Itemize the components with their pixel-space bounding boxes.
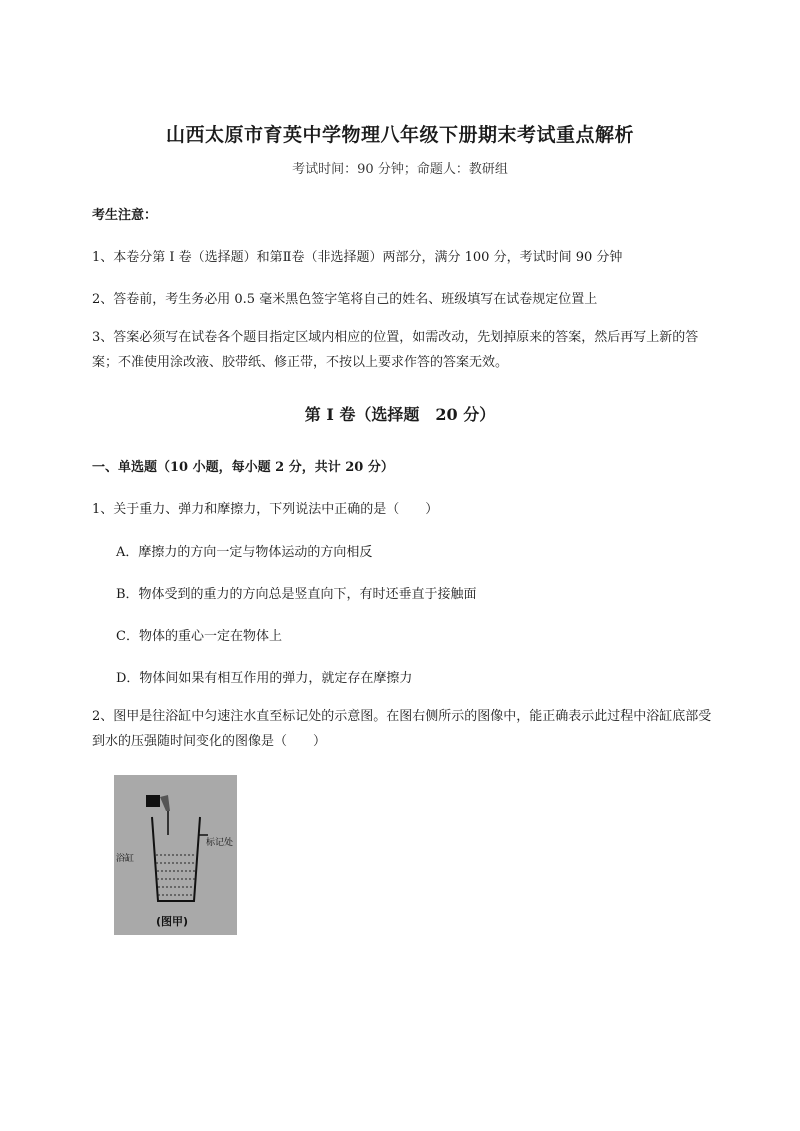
exam-subtitle: 考试时间：90 分钟；命题人：教研组 xyxy=(292,162,508,177)
water-pattern xyxy=(156,855,196,895)
faucet-icon xyxy=(146,795,160,807)
notice-heading: 考生注意： xyxy=(92,208,158,223)
label-mark: 标记处 xyxy=(206,838,234,848)
figure-bathtub-diagram xyxy=(114,775,237,935)
notice-item-1: 1、本卷分第 I 卷（选择题）和第Ⅱ卷（非选择题）两部分，满分 100 分，考试时间 90 分钟 xyxy=(92,250,623,265)
question-1-option-c[interactable]: C．物体的重心一定在物体上 xyxy=(116,629,282,644)
figure-caption: (图甲) xyxy=(156,915,189,928)
tub-outline xyxy=(152,817,200,901)
question-1-option-a[interactable]: A．摩擦力的方向一定与物体运动的方向相反 xyxy=(116,545,373,560)
exam-title: 山西太原市育英中学物理八年级下册期末考试重点解析 xyxy=(165,124,634,146)
section-title: 第 I 卷（选择题 20 分） xyxy=(304,405,496,424)
question-1-option-d[interactable]: D．物体间如果有相互作用的弹力，就定存在摩擦力 xyxy=(116,671,413,686)
notice-item-3: 3、答案必须写在试卷各个题目指定区域内相应的位置，如需改动，先划掉原来的答案，然后再写上新的答案；不准使用涂改液、胶带纸、修正带，不按以上要求作答的答案无效。 xyxy=(92,330,699,370)
question-1-option-b[interactable]: B．物体受到的重力的方向总是竖直向下，有时还垂直于接触面 xyxy=(116,587,477,602)
question-2-stem: 2、图甲是往浴缸中匀速注水直至标记处的示意图。在图右侧所示的图像中，能正确表示此过程中浴缸底部受到水的压强随时间变化的图像是（ ） xyxy=(92,709,712,749)
question-1-stem: 1、关于重力、弹力和摩擦力，下列说法中正确的是（ ） xyxy=(92,502,439,517)
part-heading: 一、单选题（10 小题，每小题 2 分，共计 20 分） xyxy=(92,460,394,475)
label-tub: 浴缸 xyxy=(116,854,135,864)
notice-item-2: 2、答卷前，考生务必用 0.5 毫米黑色签字笔将自己的姓名、班级填写在试卷规定位置上 xyxy=(92,292,598,307)
